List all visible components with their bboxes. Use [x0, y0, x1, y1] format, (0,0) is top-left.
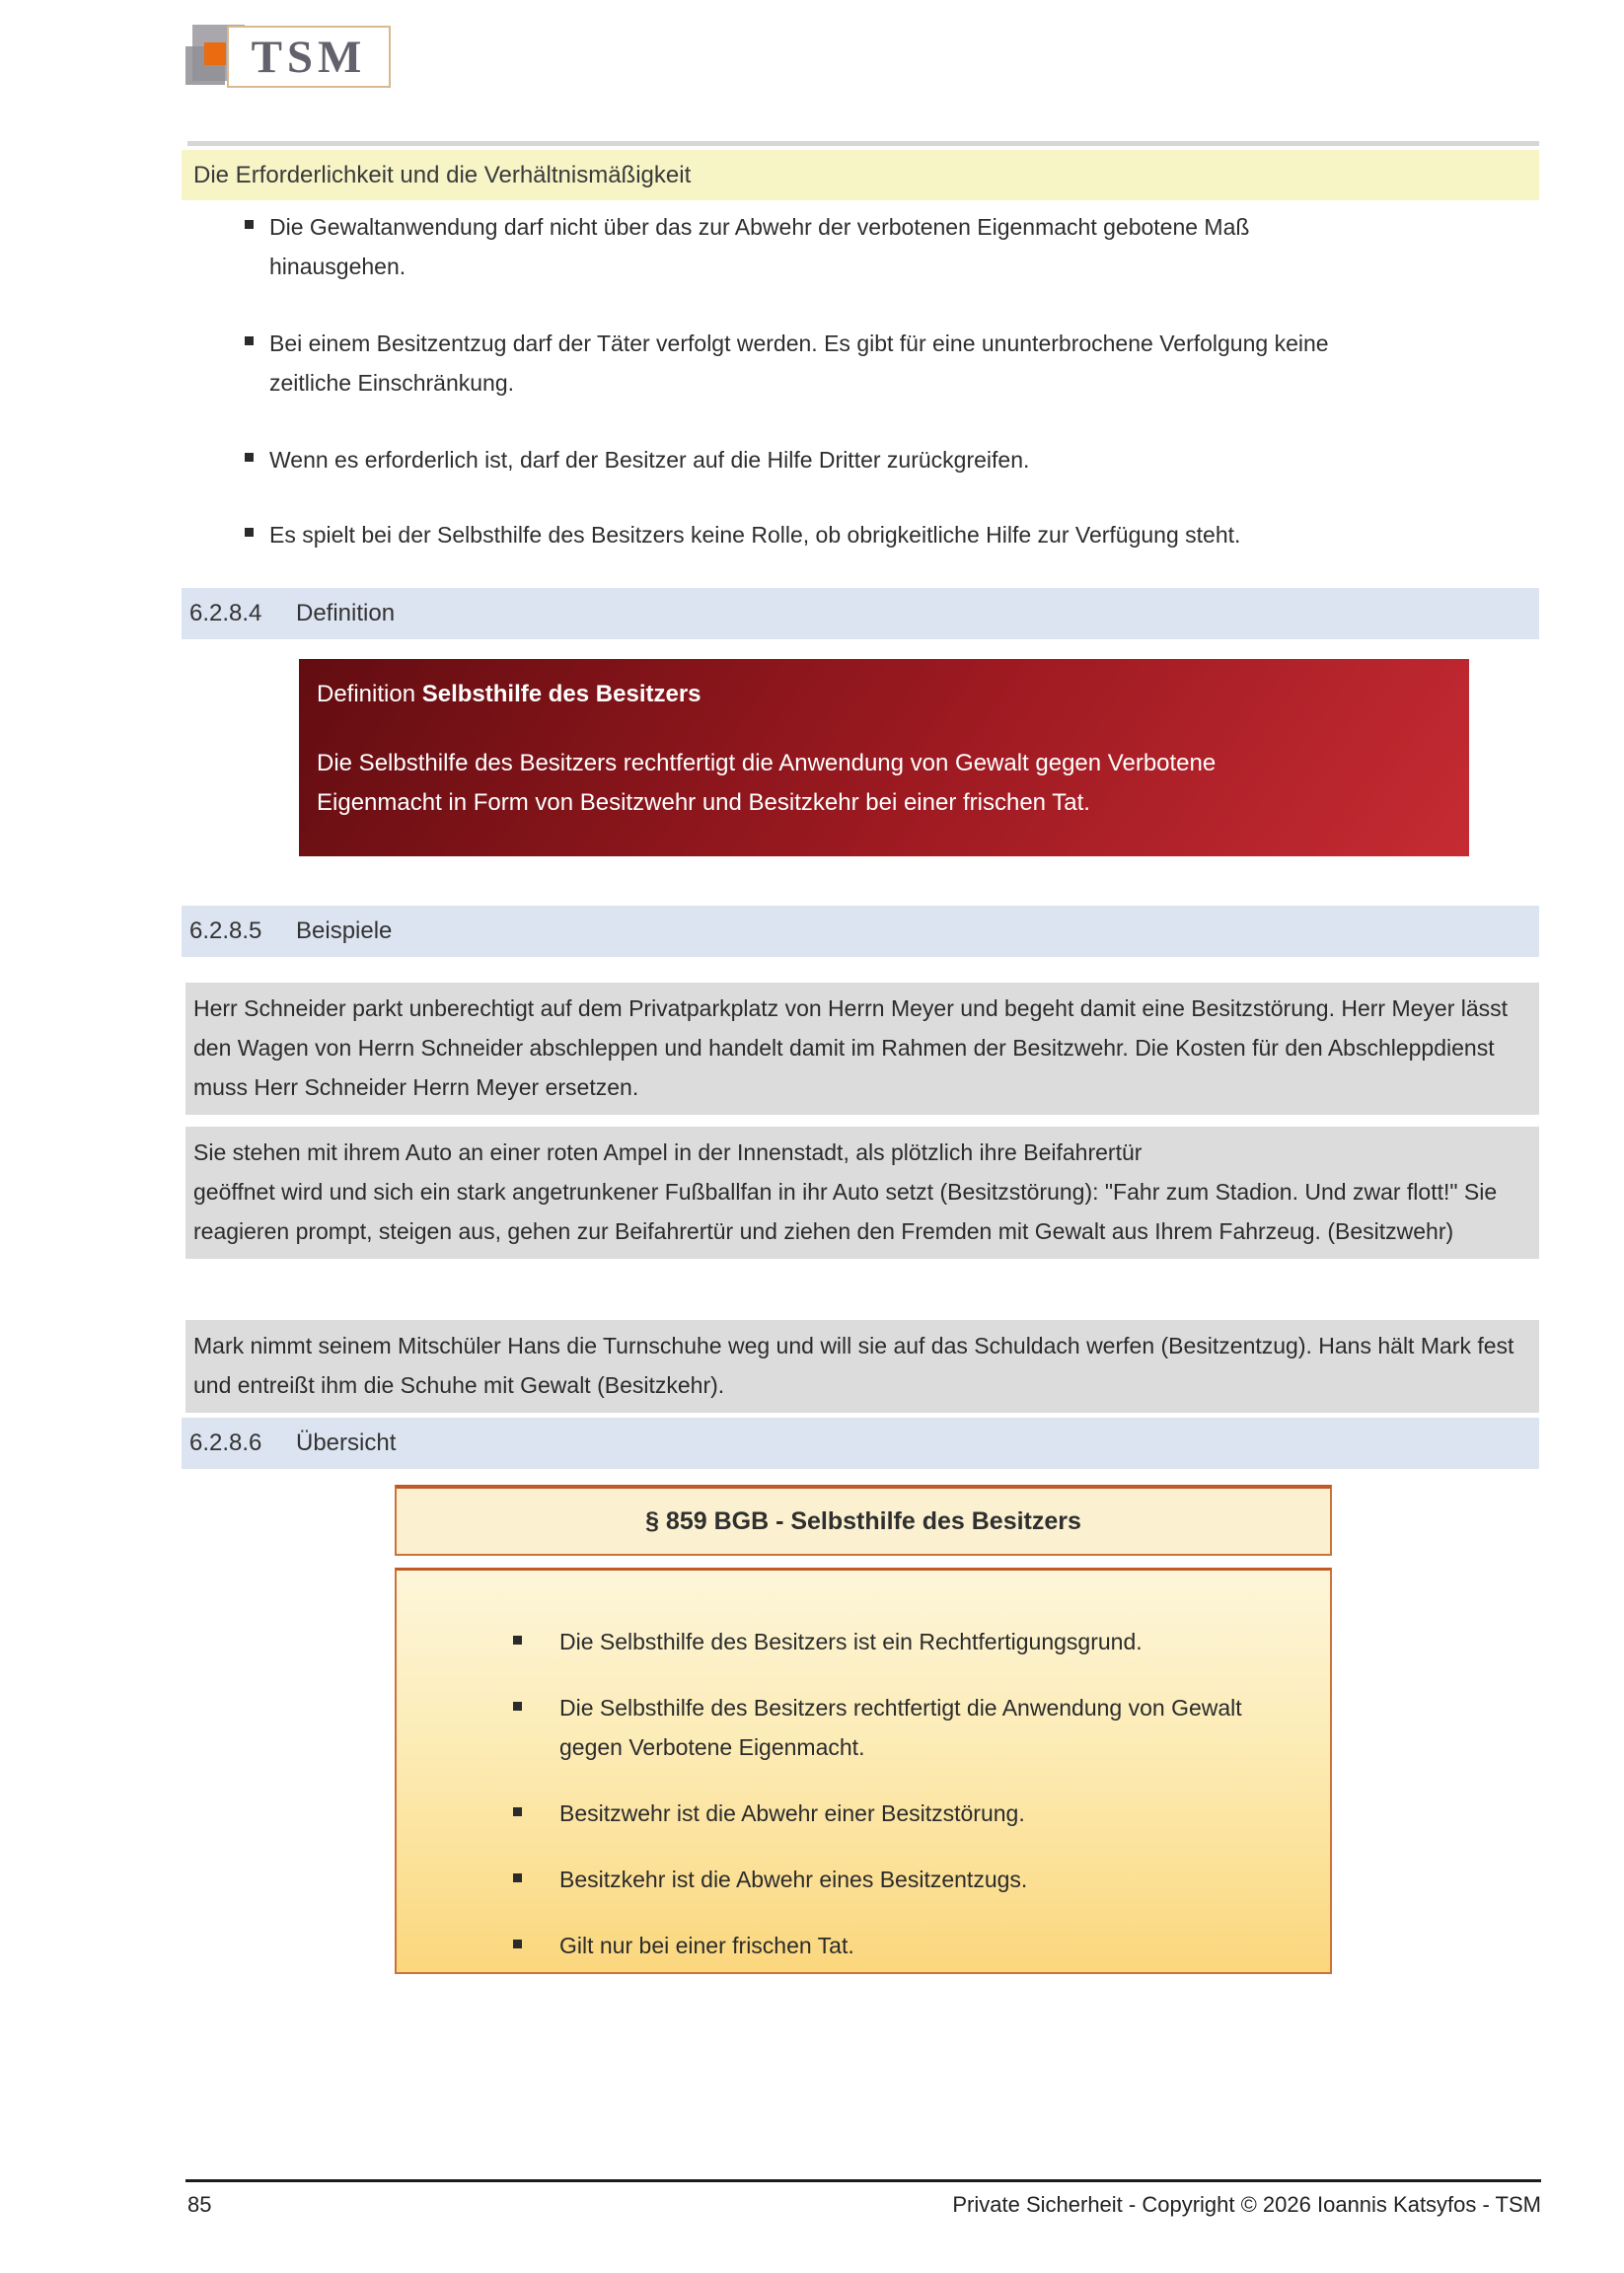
definition-term: Selbsthilfe des Besitzers — [421, 681, 701, 707]
definition-box — [299, 659, 1469, 856]
bullet-icon — [245, 453, 254, 462]
divider-strip — [187, 141, 1539, 146]
bullet-icon — [513, 1940, 522, 1948]
list-item-text: Die Selbsthilfe des Besitzers rechtfertigt die Anwendung von Gewalt gegen Verbotene Eigenmacht. — [559, 1695, 1242, 1760]
list-item-text: Besitzkehr ist die Abwehr eines Besitzentzugs. — [559, 1867, 1028, 1892]
list-item — [513, 1688, 1300, 1767]
section-title: Beispiele — [296, 917, 393, 944]
page-heading: Die Erforderlichkeit und die Verhältnismäßigkeit — [182, 150, 1539, 200]
bullet-icon — [513, 1702, 522, 1711]
section-heading-definition — [182, 588, 1539, 639]
list-item — [245, 515, 1360, 554]
definition-box-title — [317, 677, 1445, 712]
section-heading-uebersicht — [182, 1418, 1539, 1469]
overview-body-box — [395, 1568, 1332, 1974]
list-item-text: Bei einem Besitzentzug darf der Täter verfolgt werden. Es gibt für eine ununterbrochene Verfolgung keine zeitliche Einschränkung. — [269, 330, 1329, 396]
footer-credit: Private Sicherheit - Copyright © 2026 Ioannis Katsyfos - TSM — [952, 2192, 1541, 2217]
list-item — [245, 440, 1360, 479]
list-item-text: Gilt nur bei einer frischen Tat. — [559, 1933, 854, 1958]
page-number: 85 — [187, 2192, 212, 2217]
definition-box-body: Die Selbsthilfe des Besitzers rechtfertigt die Anwendung von Gewalt gegen Verbotene Eigenmacht in Form von Besitzwehr und Besitzkehr bei einer frischen Tat. — [317, 750, 1217, 816]
list-item — [513, 1860, 1300, 1899]
definition-label: Definition — [317, 681, 422, 707]
section-number: 6.2.8.6 — [189, 1430, 262, 1456]
example-line: geöffnet wird und sich ein stark angetrunkener Fußballfan in ihr Auto setzt (Besitzstörung): "Fahr zum Stadion. Und zwar flott!" Sie reagieren prompt, steigen aus, gehen zur Beifahrertür und ziehen den Fremden mit Gewalt aus Ihrem Fahrzeug. (Besitzwehr) — [193, 1179, 1498, 1244]
logo-wordmark: TSM — [227, 26, 391, 88]
bullet-icon — [245, 336, 254, 345]
logo-orange-square-icon — [204, 42, 226, 65]
bullet-icon — [513, 1636, 522, 1645]
section-heading-beispiele — [182, 906, 1539, 957]
section-number: 6.2.8.4 — [189, 600, 262, 626]
bullet-icon — [513, 1807, 522, 1816]
list-item-text: Es spielt bei der Selbsthilfe des Besitzers keine Rolle, ob obrigkeitliche Hilfe zur Verfügung steht. — [269, 522, 1241, 548]
section-title: Definition — [296, 600, 396, 626]
list-item — [513, 1794, 1300, 1833]
tsm-logo — [185, 22, 472, 91]
section-number: 6.2.8.5 — [189, 917, 262, 944]
list-item-text: Die Gewaltanwendung darf nicht über das zur Abwehr der verbotenen Eigenmacht gebotene Maß hinausgehen. — [269, 214, 1250, 279]
list-item-text: Wenn es erforderlich ist, darf der Besitzer auf die Hilfe Dritter zurückgreifen. — [269, 447, 1030, 473]
footer-rule — [185, 2179, 1541, 2182]
example-paragraph — [185, 1127, 1539, 1259]
list-item — [513, 1622, 1300, 1661]
example-paragraph: Mark nimmt seinem Mitschüler Hans die Turnschuhe weg und will sie auf das Schuldach werfen (Besitzentzug). Hans hält Mark fest und entreißt ihm die Schuhe mit Gewalt (Besitzkehr). — [185, 1320, 1539, 1413]
overview-title-box: § 859 BGB - Selbsthilfe des Besitzers — [395, 1485, 1332, 1556]
bullet-icon — [245, 528, 254, 537]
list-item — [245, 207, 1360, 286]
list-item — [245, 324, 1360, 403]
list-item-text: Die Selbsthilfe des Besitzers ist ein Rechtfertigungsgrund. — [559, 1629, 1143, 1654]
bullet-icon — [245, 220, 254, 229]
example-line: Sie stehen mit ihrem Auto an einer roten Ampel in der Innenstadt, als plötzlich ihre Beifahrertür — [193, 1139, 1143, 1165]
list-item — [513, 1926, 1300, 1965]
example-paragraph: Herr Schneider parkt unberechtigt auf dem Privatparkplatz von Herrn Meyer und begeht damit eine Besitzstörung. Herr Meyer lässt den Wagen von Herrn Schneider abschleppen und handelt damit im Rahmen der Besitzwehr. Die Kosten für den Abschleppdienst muss Herr Schneider Herrn Meyer ersetzen. — [185, 983, 1539, 1115]
bullet-icon — [513, 1873, 522, 1882]
list-item-text: Besitzwehr ist die Abwehr einer Besitzstörung. — [559, 1800, 1025, 1826]
section-title: Übersicht — [296, 1430, 397, 1456]
